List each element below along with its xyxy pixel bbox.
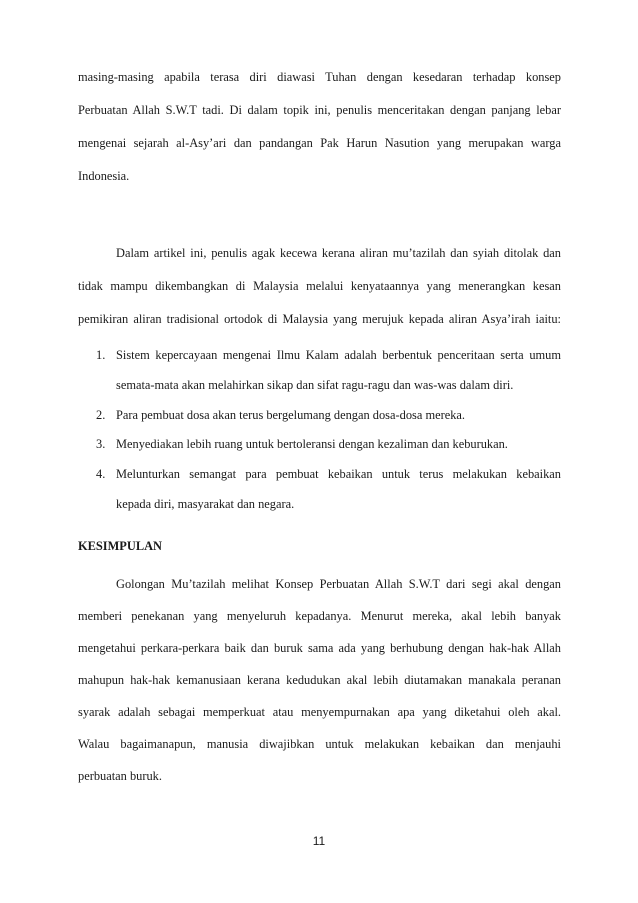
text-line: Dalam artikel ini, penulis agak kecewa kerana aliran mu’tazilah dan syiah ditolak dan [116,246,561,260]
text-line: Para pembuat dosa akan terus bergelumang dengan dosa-dosa mereka. [116,408,465,422]
text-line: Sistem kepercayaan mengenai Ilmu Kalam adalah berbentuk penceritaan serta umum [116,348,561,362]
page-number: 11 [312,834,326,848]
text-line: pemikiran aliran tradisional ortodok di Malaysia yang merujuk kepada aliran Asya’irah iaitu: [78,312,561,326]
text-line: mengetahui perkara-perkara baik dan buruk sama ada yang berhubung dengan hak-hak Allah [78,641,561,655]
text-line: kepada diri, masyarakat dan negara. [116,497,295,511]
text-line: perbuatan buruk. [78,769,162,783]
text-line: memberi penekanan yang menyeluruh kepadanya. Menurut mereka, akal lebih banyak [78,609,561,623]
text-line: Walau bagaimanapun, manusia diwajibkan untuk melakukan kebaikan dan menjauhi [78,737,561,751]
text-line: mahupun hak-hak kemanusiaan kerana kedudukan akal lebih diutamakan manakala peranan [78,673,561,687]
text-line: mengenai sejarah al-Asy’ari dan pandangan Pak Harun Nasution yang merupakan warga [78,136,561,150]
list-number: 3. [96,437,106,451]
text-line: Perbuatan Allah S.W.T tadi. Di dalam topik ini, penulis menceritakan dengan panjang lebar [78,103,561,117]
text-line: Melunturkan semangat para pembuat kebaikan untuk terus melakukan kebaikan [116,467,561,481]
text-line: masing-masing apabila terasa diri diawasi Tuhan dengan kesedaran terhadap konsep [78,70,561,84]
text-line: semata-mata akan melahirkan sikap dan sifat ragu-ragu dan was-was dalam diri. [116,378,514,392]
text-line: syarak adalah sebagai memperkuat atau menyempurnakan apa yang diketahui oleh akal. [78,705,561,719]
text-line: Menyediakan lebih ruang untuk bertoleransi dengan kezaliman dan keburukan. [116,437,508,451]
list-number: 2. [96,408,106,422]
list-number: 4. [96,467,106,481]
text-line: Indonesia. [78,169,130,183]
text-line: tidak mampu dikembangkan di Malaysia melalui kenyataannya yang menerangkan kesan [78,279,561,293]
list-number: 1. [96,348,106,362]
text-line: Golongan Mu’tazilah melihat Konsep Perbuatan Allah S.W.T dari segi akal dengan [116,577,561,591]
section-heading: KESIMPULAN [78,539,162,553]
